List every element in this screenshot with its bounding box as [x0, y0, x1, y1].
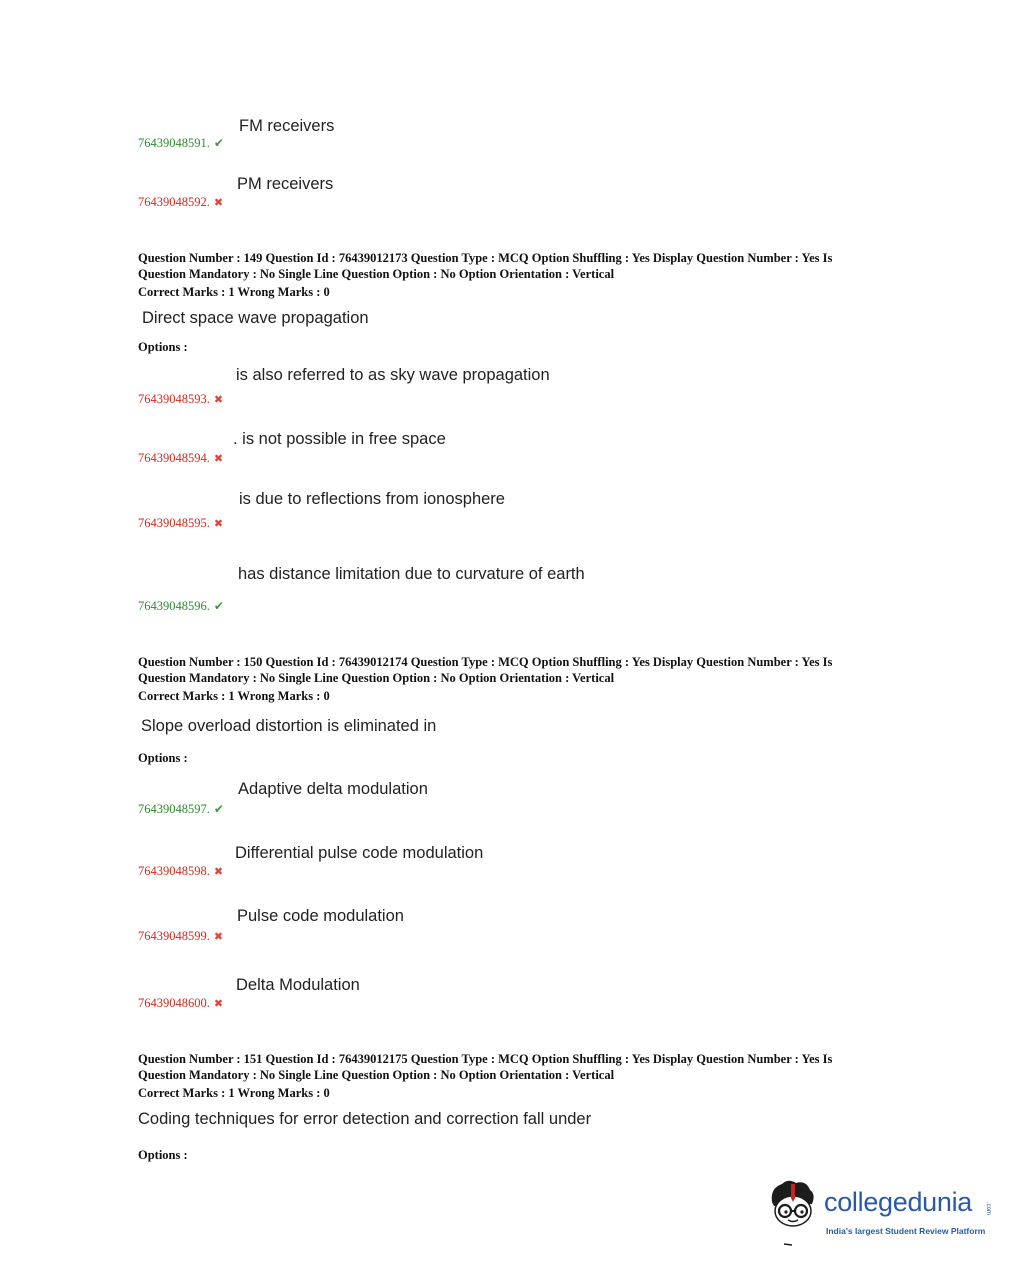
option-text: Differential pulse code modulation: [235, 844, 484, 862]
option-text: is due to reflections from ionosphere: [239, 490, 505, 508]
option-id: 76439048591. ✔: [138, 136, 224, 150]
question-meta: Question Number : 149 Question Id : 76439012173 Question Type : MCQ Option Shuffling : Yes Display Question Number : Yes Is Question Mandatory : No Single Line Question Option : No Option Orientation : Vertical Correct Marks : 1 Wrong Marks : 0: [138, 251, 833, 299]
option-id: 76439048599. ✖: [138, 929, 224, 943]
option-id: 76439048593. ✖: [138, 392, 224, 406]
options-label: Options :: [138, 751, 188, 765]
options-label: Options :: [138, 340, 188, 354]
option-id: 76439048594. ✖: [138, 451, 224, 465]
mascot-icon: [766, 1178, 822, 1248]
collegedunia-logo: [766, 1178, 996, 1248]
check-icon: ✔: [213, 599, 224, 613]
cross-icon: ✖: [213, 197, 224, 209]
cross-icon: ✖: [213, 518, 224, 530]
option-text: Pulse code modulation: [237, 907, 404, 925]
option-text: has distance limitation due to curvature of earth: [238, 565, 585, 583]
question-meta: Question Number : 151 Question Id : 76439012175 Question Type : MCQ Option Shuffling : Yes Display Question Number : Yes Is Question Mandatory : No Single Line Question Option : No Option Orientation : Vertical Correct Marks : 1 Wrong Marks : 0: [138, 1052, 833, 1100]
option-text: . is not possible in free space: [233, 430, 446, 448]
option-id: 76439048598. ✖: [138, 864, 224, 878]
cross-icon: ✖: [213, 394, 224, 406]
logo-suffix: .com: [985, 1202, 991, 1216]
option-text: Delta Modulation: [236, 976, 360, 994]
option-text: FM receivers: [239, 117, 335, 135]
check-icon: ✔: [213, 802, 224, 816]
cross-icon: ✖: [213, 453, 224, 465]
option-id: 76439048592. ✖: [138, 195, 224, 209]
options-label: Options :: [138, 1148, 188, 1162]
cross-icon: ✖: [213, 998, 224, 1010]
question-text: Slope overload distortion is eliminated in: [141, 717, 437, 735]
question-meta: Question Number : 150 Question Id : 76439012174 Question Type : MCQ Option Shuffling : Yes Display Question Number : Yes Is Question Mandatory : No Single Line Question Option : No Option Orientation : Vertical Correct Marks : 1 Wrong Marks : 0: [138, 655, 833, 703]
option-id: 76439048596. ✔: [138, 599, 224, 613]
logo-tagline: India's largest Student Review Platform: [826, 1226, 986, 1236]
option-id: 76439048597. ✔: [138, 802, 224, 816]
cross-icon: ✖: [213, 931, 224, 943]
option-text: PM receivers: [237, 175, 334, 193]
question-text: Coding techniques for error detection and correction fall under: [138, 1110, 592, 1128]
option-id: 76439048595. ✖: [138, 516, 224, 530]
logo-wordmark: collegedunia: [824, 1187, 973, 1217]
option-id: 76439048600. ✖: [138, 996, 224, 1010]
cross-icon: ✖: [213, 866, 224, 878]
option-text: is also referred to as sky wave propagation: [236, 366, 550, 384]
check-icon: ✔: [213, 136, 224, 150]
question-text: Direct space wave propagation: [142, 309, 369, 327]
option-text: Adaptive delta modulation: [238, 780, 428, 798]
